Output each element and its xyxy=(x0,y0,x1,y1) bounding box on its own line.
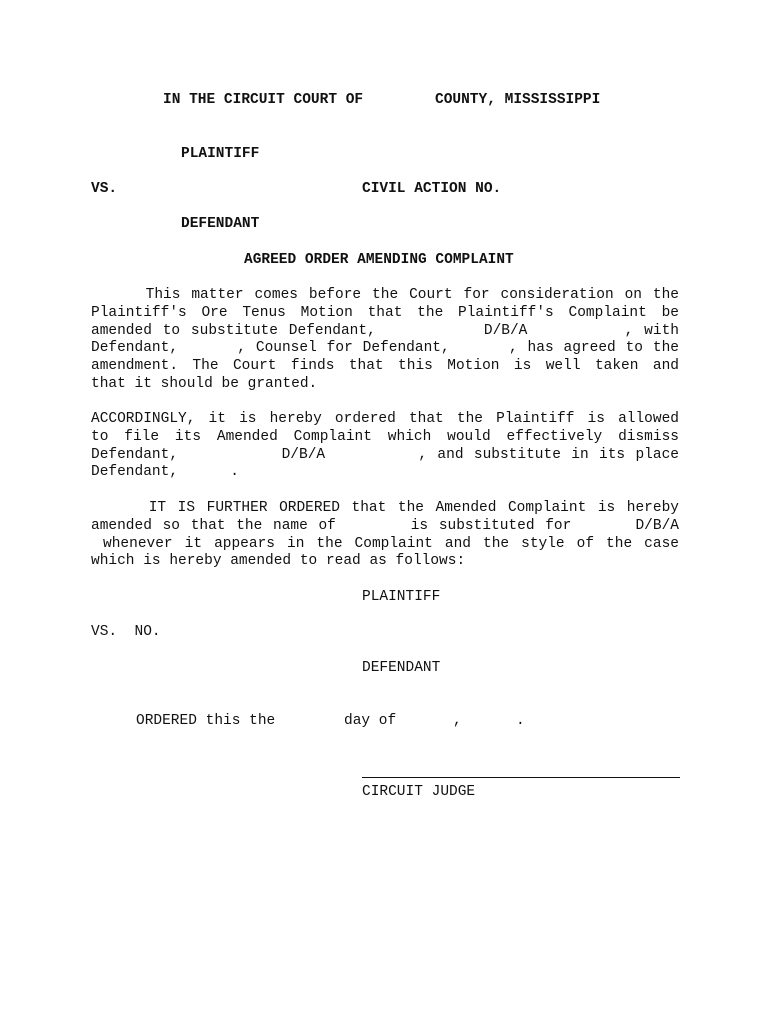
paragraph-line: Defendant, D/B/A , and substitute in its place xyxy=(91,446,679,463)
ordered-prefix: ORDERED this the xyxy=(136,713,276,729)
caption-plaintiff: PLAINTIFF xyxy=(181,146,260,162)
signature-title: CIRCUIT JUDGE xyxy=(362,784,476,800)
signature-line xyxy=(362,777,680,778)
paragraph-line: ACCORDINGLY, it is hereby ordered that the Plaintiff is allowed xyxy=(91,411,679,427)
paragraph-line: Defendant, , Counsel for Defendant, , has agreed to the xyxy=(91,340,679,357)
paragraph-further-ordered xyxy=(91,500,679,571)
paragraph-line: to file its Amended Complaint which would effectively dismiss xyxy=(91,428,679,445)
caption-vs: VS. xyxy=(91,181,118,197)
paragraph-line: This matter comes before the Court for consideration on the xyxy=(91,287,679,303)
court-heading-left: IN THE CIRCUIT COURT OF xyxy=(163,92,364,108)
paragraph-line: Plaintiff's Ore Tenus Motion that the Plaintiff's Complaint be xyxy=(91,304,679,321)
style-plaintiff: PLAINTIFF xyxy=(362,589,441,605)
court-heading-right: COUNTY, MISSISSIPPI xyxy=(435,92,601,108)
paragraph-line: which is hereby amended to read as follows: xyxy=(91,553,466,570)
style-vs-no: VS. NO. xyxy=(91,624,161,640)
paragraph-line: whenever it appears in the Complaint and the style of the case xyxy=(91,535,679,552)
paragraph-motion xyxy=(91,287,679,394)
paragraph-line: IT IS FURTHER ORDERED that the Amended Complaint is hereby xyxy=(91,500,679,516)
document-title: AGREED ORDER AMENDING COMPLAINT xyxy=(244,252,514,268)
paragraph-line: amended so that the name of is substituted for D/B/A xyxy=(91,517,679,534)
caption-defendant: DEFENDANT xyxy=(181,216,260,232)
paragraph-line: Defendant, . xyxy=(91,464,239,481)
paragraph-line: amended to substitute Defendant, D/B/A , with xyxy=(91,322,679,339)
ordered-comma: , xyxy=(453,713,462,729)
paragraph-line: amendment. The Court finds that this Motion is well taken and xyxy=(91,358,679,375)
ordered-day-of: day of xyxy=(344,713,397,729)
paragraph-accordingly xyxy=(91,411,679,482)
ordered-period: . xyxy=(516,713,525,729)
style-defendant: DEFENDANT xyxy=(362,660,441,676)
civil-action-number: CIVIL ACTION NO. xyxy=(362,181,502,197)
paragraph-line: that it should be granted. xyxy=(91,375,318,392)
